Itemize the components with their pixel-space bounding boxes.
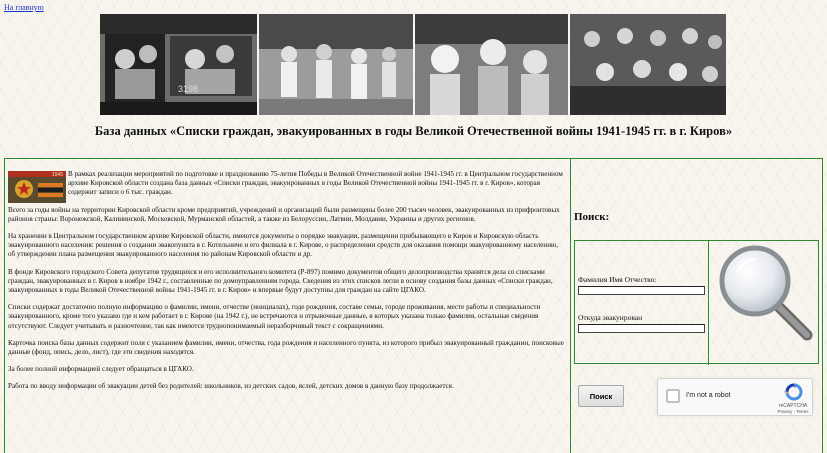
paragraph: Списки содержат достаточно полную информацию о фамилии, имени, отчестве (инициалах), годе рождения, составе семьи, городе проживания, месте работы и специальности эвакуированного, кроме того указано где и кем работает в г. Кирове (на 1942 г.), не встречаются и отрывочные данные, в которых указана только фамилия, остальные сведения отсутствуют. Следует учитывать и разночтение, так как имеются труднопонимаемый неразборчивый текст с сокращениями. bbox=[8, 303, 541, 330]
victory-emblem-image bbox=[8, 171, 66, 203]
magnifier-icon bbox=[715, 243, 817, 343]
from-field-label: Откуда эвакуирован bbox=[578, 313, 643, 322]
paragraph: Карточка поиска базы данных содержит поля с указанием фамилии, имени, отчества, года рождения и населенного пункта, из которого прибыл эвакуированный гражданин, поисковые данные (фонд, опись, дело, лист), где эти сведения находятся. bbox=[8, 338, 564, 357]
banner-photo-group bbox=[570, 14, 726, 115]
train-number: 3198 bbox=[178, 84, 199, 94]
search-heading: Поиск: bbox=[574, 211, 610, 223]
name-field-label: Фамилия Имя Отчество: bbox=[578, 275, 657, 284]
paragraph: На хранении в Центральном государственном архиве Кировской области, имеются документы о порядке эвакуации, размещении прибывающего в Киров и Кировскую область эвакуированного населения: решения о создании эвакопункта в г. Котельниче и его филиала в г. Кирове, о распределении средств для оказания помощи эвакуированному населению, об утверждении плана размещения эвакуированного населения по районам Кировской области и др. bbox=[8, 232, 559, 259]
page-title: База данных «Списки граждан, эвакуированных в годы Великой Отечественной войны 1941-1945 гг. в г. Киров» bbox=[94, 124, 733, 138]
search-button[interactable]: Поиск bbox=[578, 385, 624, 407]
info-text-column bbox=[8, 170, 566, 400]
search-form bbox=[574, 240, 819, 364]
paragraph: Всего за годы войны на территории Кировской области кроме предприятий, учреждений и организаций были размещены более 200 тысяч человек, эвакуированных из прифронтовых районов страны: Воронежской, Калининской, Московской, Мурманской областей, а также из Белоруссии, Латвии, Молдавии, Украины и других регионов. bbox=[8, 205, 560, 223]
home-link[interactable]: На главную bbox=[4, 3, 44, 12]
banner-photo-train bbox=[100, 14, 257, 115]
recaptcha-terms-link[interactable]: Privacy - Terms bbox=[777, 409, 809, 414]
recaptcha-widget bbox=[657, 378, 813, 416]
banner-photo-girls bbox=[415, 14, 568, 115]
name-input[interactable] bbox=[578, 286, 705, 295]
paragraph: В фонде Кировского городского Совета депутатов трудящихся и его исполнительного комитета (Р-897) помимо документов общего делопроизводства хранятся дела со списками граждан, эвакуированных в г. Киров в ноябре 1942 г., составленные по домоуправлениям города. Сведения из этих списков легли в основу создания базы данных «Списки граждан, эвакуированных в годы Великой Отечественной войны 1941-1945 гг. в г. Киров» и впервые будут доступны для граждан на сайте ЦГАКО. bbox=[8, 267, 553, 295]
paragraph-text: В рамках реализации мероприятий по подготовке и празднованию 75-летия Победы в Великой Отечественной войне 1941-1945 гг. в Центральном государственном архиве Кировской области создана база данных «Списки граждан, эвакуированных в годы Великой Отечественной войны 1941-1945 гг. в г. Киров», которая содержит записи о 6 тыс. граждан. bbox=[68, 170, 563, 197]
column-divider bbox=[570, 158, 571, 453]
from-input[interactable] bbox=[578, 324, 705, 333]
paragraph: За более полной информацией следует обращаться в ЦГАКО. bbox=[8, 365, 194, 374]
recaptcha-brand: reCAPTCHA bbox=[778, 403, 808, 409]
recaptcha-label: I'm not a robot bbox=[686, 392, 731, 399]
intro-paragraph bbox=[8, 170, 566, 198]
emblem-year: 1945 bbox=[51, 172, 63, 178]
recaptcha-logo-icon bbox=[780, 383, 808, 401]
search-form-divider bbox=[708, 241, 709, 365]
banner-photo-children-running bbox=[259, 14, 413, 115]
paragraph: Работа по вводу информации об эвакуации детей без родителей: школьников, из детских садов, яслей, детских домов в данную базу продолжается. bbox=[8, 382, 454, 391]
header-banner bbox=[100, 14, 726, 115]
recaptcha-checkbox[interactable] bbox=[666, 389, 680, 403]
